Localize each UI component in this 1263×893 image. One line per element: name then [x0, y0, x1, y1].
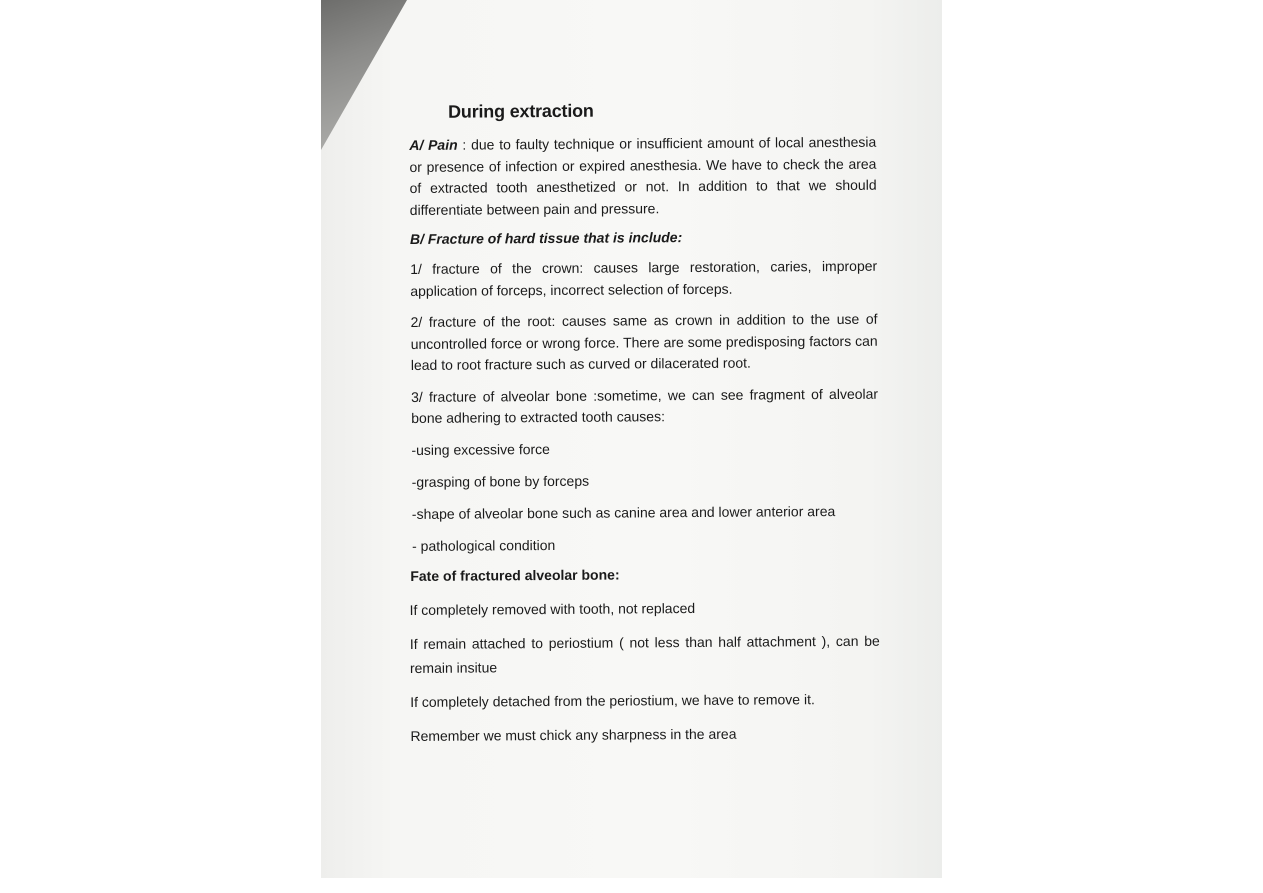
cause-item: -grasping of bone by forceps	[411, 472, 590, 490]
fracture-bone-paragraph: 3/ fracture of alveolar bone :sometime, we can see fragment of alveolar bone adhering to extracted tooth causes:	[411, 385, 879, 426]
fate-line: If completely removed with tooth, not replaced	[409, 599, 696, 618]
fracture-root-paragraph: 2/ fracture of the root: causes same as crown in addition to the use of uncontrolled force or wrong force. There are some predisposing factors can lead to root fracture such as curved or dilacerated root.	[410, 310, 878, 373]
cause-item: -shape of alveolar bone such as canine area and lower anterior area	[411, 502, 836, 522]
pain-paragraph	[409, 132, 877, 221]
page-title: During extraction	[447, 100, 594, 122]
pain-text: : due to faulty technique or insufficient amount of local anesthesia or presence of infection or expired anesthesia. We have to check the area of extracted tooth anesthetized or not. In addition to that we should differentiate between pain and pressure.	[409, 133, 877, 218]
fate-heading: Fate of fractured alveolar bone:	[410, 566, 620, 584]
fate-line: If remain attached to periostium ( not less than half attachment ), can be remain insitue	[409, 632, 880, 676]
folded-corner-shadow	[321, 0, 411, 150]
cause-item: -using excessive force	[411, 440, 550, 458]
fate-line: Remember we must chick any sharpness in the area	[410, 725, 737, 744]
fracture-heading: B/ Fracture of hard tissue that is include:	[409, 229, 683, 247]
cause-item: - pathological condition	[412, 536, 556, 554]
fate-line: If completely detached from the periostium, we have to remove it.	[410, 690, 815, 710]
fracture-crown-paragraph: 1/ fracture of the crown: causes large restoration, caries, improper application of forceps, incorrect selection of forceps.	[410, 257, 878, 299]
pain-label: A/ Pain	[409, 136, 458, 153]
document-body	[406, 99, 881, 758]
